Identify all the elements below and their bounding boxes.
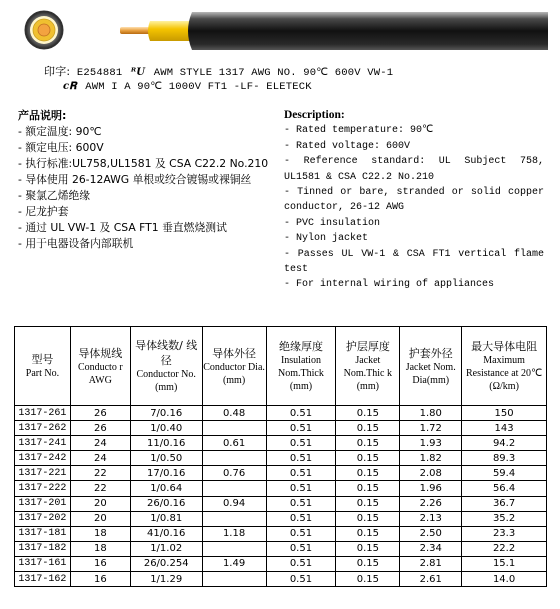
table-row: [15, 451, 547, 466]
spec-table: [14, 326, 547, 587]
header-jacket-thick: 护层厚度 Jacket Nom.Thic k (mm): [336, 327, 400, 406]
cell-conductor-awg: 24: [70, 436, 130, 451]
header-max-resistance: 最大导体电阻 Maximum Resistance at 20℃ (Ω/km): [462, 327, 547, 406]
marking-line-1: [44, 63, 393, 79]
description-cn-item: - 执行标准:UL758,UL1581 及 CSA C22.2 No.210: [18, 157, 269, 170]
cell-max-resistance: 15.1: [462, 556, 547, 571]
cable-illustration: [0, 0, 560, 62]
description-cn-title: 产品说明:: [18, 109, 67, 122]
description-en-item: - For internal wiring of appliances: [284, 279, 495, 291]
cell-conductor-no: 1/0.40: [130, 421, 202, 436]
cell-insulation-thick: 0.51: [266, 466, 336, 481]
description-en-item: - Nylon jacket: [284, 233, 369, 245]
cell-insulation-thick: 0.51: [266, 436, 336, 451]
description-cn-item: - 额定温度: 90℃: [18, 125, 102, 138]
cell-jacket-dia: 2.26: [400, 496, 462, 511]
cell-conductor-no: 11/0.16: [130, 436, 202, 451]
cell-conductor-awg: 22: [70, 466, 130, 481]
cell-jacket-dia: 1.72: [400, 421, 462, 436]
cell-conductor-awg: 26: [70, 421, 130, 436]
cell-conductor-no: 17/0.16: [130, 466, 202, 481]
description-en-item: - Reference standard: UL Subject 758, UL1581 & CSA C22.2 No.210: [284, 156, 544, 183]
cell-conductor-dia: [202, 511, 266, 526]
description-cn: [18, 108, 280, 252]
table-row: [15, 406, 547, 421]
description-cn-item: - 用于电器设备内部联机: [18, 237, 134, 250]
cell-insulation-thick: 0.51: [266, 406, 336, 421]
cell-max-resistance: 23.3: [462, 526, 547, 541]
cell-insulation-thick: 0.51: [266, 481, 336, 496]
description-en-item: - Rated voltage: 600V: [284, 140, 411, 152]
cell-jacket-dia: 2.08: [400, 466, 462, 481]
cell-max-resistance: 89.3: [462, 451, 547, 466]
cell-conductor-no: 1/0.50: [130, 451, 202, 466]
marking-prefix: 印字:: [44, 65, 71, 78]
cell-jacket-dia: 2.34: [400, 541, 462, 556]
cell-max-resistance: 59.4: [462, 466, 547, 481]
cell-jacket-dia: 1.80: [400, 406, 462, 421]
cell-conductor-no: 1/1.29: [130, 572, 202, 587]
table-row: [15, 466, 547, 481]
ul-logo-icon: ᴿU: [130, 67, 146, 78]
cell-conductor-no: 26/0.16: [130, 496, 202, 511]
cell-jacket-dia: 1.96: [400, 481, 462, 496]
description-en-item: - PVC insulation: [284, 217, 381, 229]
description-cn-item: - 聚氯乙烯绝缘: [18, 189, 91, 202]
cell-jacket-thick: 0.15: [336, 406, 400, 421]
header-conductor-awg: 导体规线 Conducto r AWG: [70, 327, 130, 406]
cell-max-resistance: 14.0: [462, 572, 547, 587]
description-cn-item: - 导体使用 26-12AWG 单根或绞合镀锡或裸铜丝: [18, 173, 252, 186]
cell-part-no: 1317-242: [15, 451, 71, 466]
cell-insulation-thick: 0.51: [266, 556, 336, 571]
header-part-no: 型号 Part No.: [15, 327, 71, 406]
marking-code: E254881: [76, 67, 123, 79]
spec-table-body: [15, 406, 547, 587]
cell-max-resistance: 143: [462, 421, 547, 436]
cell-jacket-dia: 2.50: [400, 526, 462, 541]
cell-conductor-dia: 0.76: [202, 466, 266, 481]
cell-conductor-awg: 20: [70, 496, 130, 511]
cell-jacket-dia: 1.93: [400, 436, 462, 451]
description-en-item: - Rated temperature: 90℃: [284, 125, 434, 137]
cell-jacket-dia: 2.61: [400, 572, 462, 587]
description-cn-item: - 额定电压: 600V: [18, 141, 104, 154]
cell-conductor-dia: 1.49: [202, 556, 266, 571]
cell-max-resistance: 36.7: [462, 496, 547, 511]
cell-part-no: 1317-201: [15, 496, 71, 511]
description-en-item: - Passes UL VW-1 & CSA FT1 vertical flame test: [284, 248, 544, 276]
header-conductor-no: 导体线数/ 线径 Conductor No.(mm): [130, 327, 202, 406]
cell-conductor-dia: 0.61: [202, 436, 266, 451]
cell-jacket-thick: 0.15: [336, 436, 400, 451]
table-row: [15, 526, 547, 541]
description-en: [284, 108, 544, 293]
cell-jacket-thick: 0.15: [336, 496, 400, 511]
cell-insulation-thick: 0.51: [266, 526, 336, 541]
cell-conductor-no: 41/0.16: [130, 526, 202, 541]
header-insulation-thick: 绝缘厚度 Insulation Nom.Thick (mm): [266, 327, 336, 406]
cell-part-no: 1317-261: [15, 406, 71, 421]
cell-conductor-awg: 18: [70, 541, 130, 556]
table-row: [15, 572, 547, 587]
cell-insulation-thick: 0.51: [266, 572, 336, 587]
marking-line-2-text: AWM I A 90℃ 1000V FT1 -LF- ELETECK: [85, 81, 312, 93]
cell-conductor-awg: 26: [70, 406, 130, 421]
cell-max-resistance: 150: [462, 406, 547, 421]
table-row: [15, 541, 547, 556]
table-header-row: [15, 327, 547, 406]
cell-jacket-dia: 2.81: [400, 556, 462, 571]
table-row: [15, 436, 547, 451]
cell-conductor-dia: 0.48: [202, 406, 266, 421]
cell-conductor-no: 1/0.64: [130, 481, 202, 496]
description-en-title: Description:: [284, 109, 345, 121]
cell-jacket-thick: 0.15: [336, 481, 400, 496]
cell-part-no: 1317-161: [15, 556, 71, 571]
cell-conductor-dia: [202, 481, 266, 496]
cell-part-no: 1317-181: [15, 526, 71, 541]
cell-jacket-dia: 2.13: [400, 511, 462, 526]
cell-jacket-thick: 0.15: [336, 556, 400, 571]
cell-insulation-thick: 0.51: [266, 511, 336, 526]
cell-conductor-dia: [202, 572, 266, 587]
cable-jacket: [188, 12, 548, 50]
cell-max-resistance: 94.2: [462, 436, 547, 451]
cell-part-no: 1317-241: [15, 436, 71, 451]
cell-jacket-thick: 0.15: [336, 572, 400, 587]
cell-jacket-thick: 0.15: [336, 541, 400, 556]
cell-conductor-no: 1/0.81: [130, 511, 202, 526]
cell-conductor-awg: 20: [70, 511, 130, 526]
cell-conductor-awg: 24: [70, 451, 130, 466]
cell-conductor-awg: 22: [70, 481, 130, 496]
header-jacket-dia: 护套外径 Jacket Nom. Dia(mm): [400, 327, 462, 406]
cell-max-resistance: 22.2: [462, 541, 547, 556]
cell-conductor-dia: 0.94: [202, 496, 266, 511]
table-row: [15, 556, 547, 571]
cell-part-no: 1317-221: [15, 466, 71, 481]
cell-max-resistance: 56.4: [462, 481, 547, 496]
cell-insulation-thick: 0.51: [266, 541, 336, 556]
cell-part-no: 1317-222: [15, 481, 71, 496]
cell-conductor-dia: [202, 541, 266, 556]
cell-jacket-thick: 0.15: [336, 526, 400, 541]
cell-jacket-thick: 0.15: [336, 511, 400, 526]
cell-insulation-thick: 0.51: [266, 421, 336, 436]
cell-max-resistance: 35.2: [462, 511, 547, 526]
description-cn-item: - 通过 UL VW-1 及 CSA FT1 垂直燃烧测试: [18, 221, 227, 234]
description-en-item: - Tinned or bare, stranded or solid copper conductor, 26-12 AWG: [284, 187, 544, 214]
cell-conductor-no: 1/1.02: [130, 541, 202, 556]
table-row: [15, 481, 547, 496]
cell-conductor-no: 7/0.16: [130, 406, 202, 421]
table-row: [15, 496, 547, 511]
cell-conductor-dia: [202, 451, 266, 466]
cell-part-no: 1317-162: [15, 572, 71, 587]
cell-jacket-thick: 0.15: [336, 421, 400, 436]
marking-line-1-text: AWM STYLE 1317 AWG NO. 90℃ 600V VW-1: [153, 67, 394, 79]
cell-jacket-thick: 0.15: [336, 466, 400, 481]
cell-part-no: 1317-182: [15, 541, 71, 556]
cell-conductor-dia: 1.18: [202, 526, 266, 541]
cell-conductor-awg: 18: [70, 526, 130, 541]
cell-conductor-dia: [202, 421, 266, 436]
cell-jacket-thick: 0.15: [336, 451, 400, 466]
table-row: [15, 421, 547, 436]
cell-insulation-thick: 0.51: [266, 496, 336, 511]
cell-conductor-awg: 16: [70, 572, 130, 587]
description-cn-item: - 尼龙护套: [18, 205, 69, 218]
cell-conductor-awg: 16: [70, 556, 130, 571]
csa-ul-logo-icon: c𝐑: [63, 81, 77, 92]
cell-part-no: 1317-202: [15, 511, 71, 526]
cell-insulation-thick: 0.51: [266, 451, 336, 466]
header-conductor-dia: 导体外径 Conductor Dia.(mm): [202, 327, 266, 406]
cell-part-no: 1317-262: [15, 421, 71, 436]
cell-jacket-dia: 1.82: [400, 451, 462, 466]
table-row: [15, 511, 547, 526]
marking-line-2: [61, 80, 312, 93]
cell-conductor-no: 26/0.254: [130, 556, 202, 571]
